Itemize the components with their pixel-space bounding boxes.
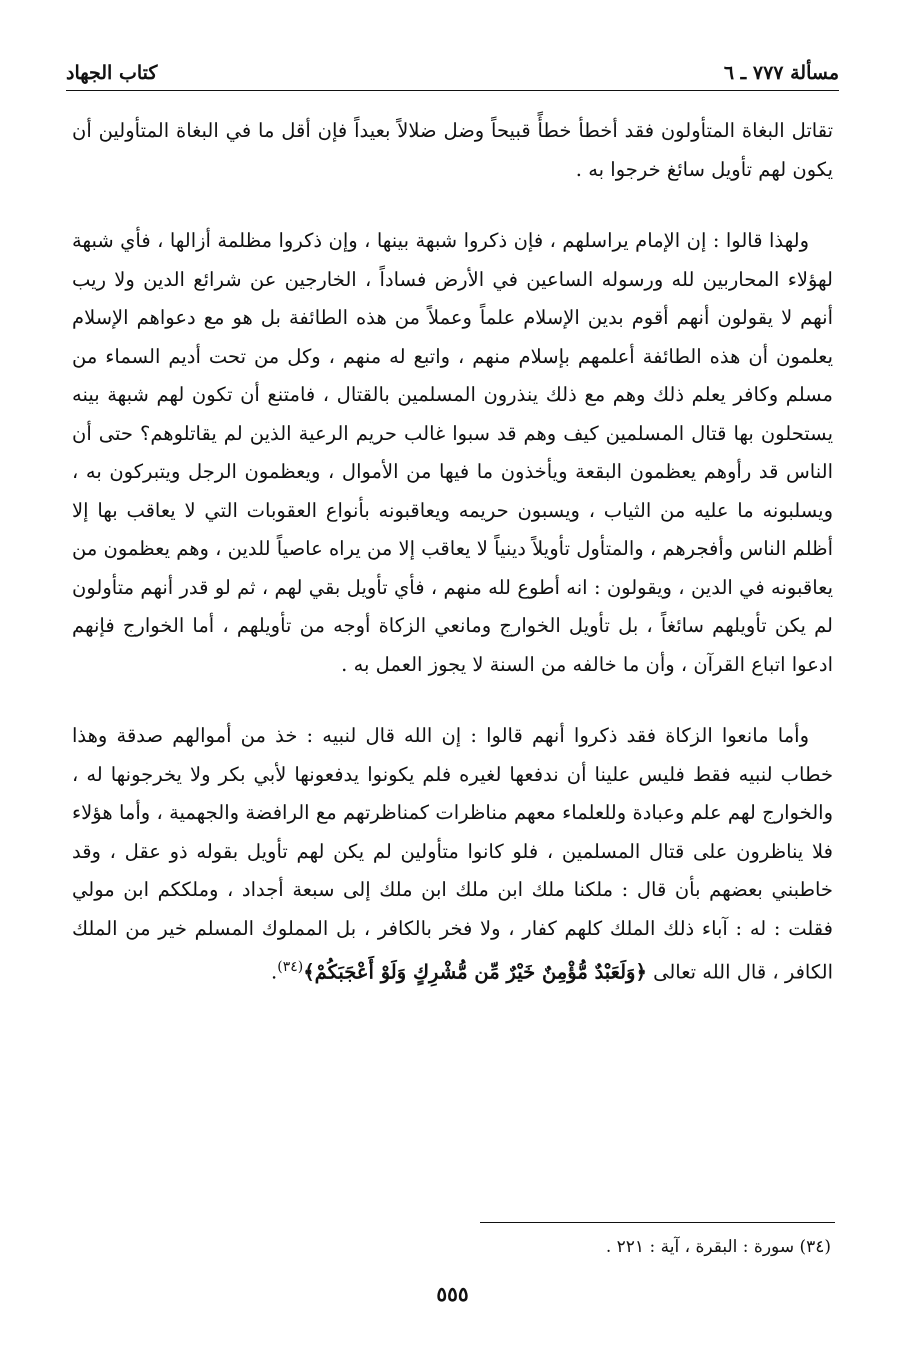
- main-text: [72, 112, 833, 1025]
- footnote-reference[interactable]: (٣٤): [277, 959, 304, 975]
- header-book-title: كتاب الجهاد: [66, 62, 158, 84]
- paragraph-1: تقاتل البغاة المتأولون فقد أخطأ خطأً قبيحاً وضل ضلالاً بعيداً فإن أقل ما في البغاة المتأولين أن يكون لهم تأويل سائغ خرجوا به .: [72, 119, 833, 181]
- running-header: [66, 48, 839, 84]
- paragraph-3-text: وأما مانعوا الزكاة فقد ذكروا أنهم قالوا : إن الله قال لنبيه : خذ من أموالهم صدقة وهذا خطاب لنبيه فقط فليس علينا أن ندفعها لغيره فلم يكونوا يدفعونها لأبي بكر ولا يخرجونها له ، والخوارج لهم علم وعبادة وللعلماء معهم مناظرات كمناظرتهم مع الرافضة والجهمية ، وأما هؤلاء فلا يناظرون على قتال المسلمين ، فلو كانوا متأولين لم يكن لهم تأويل بقوله ذو عقل ، وقد خاطبني بعضهم بأن قال : ملكنا ملك ابن ملك ابن ملك إلى سبعة أجداد ، وملككم ابن مولي فقلت : له : آباء ذلك الملك كلهم كفار ، ولا فخر بالكافر ، بل المملوك المسلم خير من الملك الكافر ، قال الله تعالى: [72, 724, 833, 984]
- page-number: ٥٥٥: [436, 1282, 469, 1306]
- paragraph-3: [72, 717, 833, 992]
- header-issue-number: مسألة ٧٧٧ ـ ٦: [723, 62, 839, 84]
- header-rule: [66, 90, 839, 91]
- footnote-rule: [480, 1222, 835, 1223]
- paragraph-2: ولهذا قالوا : إن الإمام يراسلهم ، فإن ذكروا شبهة بينها ، وإن ذكروا مظلمة أزالها ، فأي شبهة لهؤلاء المحاربين لله ورسوله الساعين في الأرض فساداً ، الخارجين عن شرائع الدين ولا ريب أنهم لا يقولون أنهم أقوم بدين الإسلام علماً وعملاً من هذه الطائفة بل هو مع دعواهم الإسلام يعلمون أن هذه الطائفة أعلمهم بإسلام منهم ، واتبع له منهم ، وكل من تحت أديم السماء من مسلم وكافر يعلم ذلك وهم مع ذلك ينذرون المسلمين بالقتال ، فامتنع أن تكون لهم شبهة بينه يستحلون بها قتال المسلمين كيف وهم قد سبوا غالب حريم الرعية الذين لم يقاتلوهم؟ حتى أن الناس قد رأوهم يعظمون البقعة ويأخذون ما فيها من الأموال ، ويعظمون الرجل ويتبركون به ، ويسلبونه ما عليه من الثياب ، ويسبون حريمه ويعاقبونه بأنواع العقوبات التي لا يعاقب بها إلا أظلم الناس وأفجرهم ، والمتأول تأويلاً دينياً لا يعاقب إلا من يراه عاصياً للدين ، وهم يعظمون من يعاقبونه في الدين ، ويقولون : انه أطوع لله منهم ، فأي تأويل بقي لهم ، ثم لو قدر أنهم متأولون لم يكن تأويلهم سائغاً ، بل تأويل الخوارج ومانعي الزكاة أوجه من تأويلهم ، أما الخوارج فإنهم ادعوا اتباع القرآن ، وأن ما خالفه من السنة لا يجوز العمل به .: [72, 229, 833, 676]
- footnote: (٣٤) سورة : البقرة ، آية : ٢٢١ .: [605, 1237, 831, 1257]
- quran-verse: ﴿وَلَعَبْدٌ مُّؤْمِنٌ خَيْرٌ مِّن مُّشْرِكٍ وَلَوْ أَعْجَبَكُمْ﴾: [303, 960, 647, 984]
- paragraph-3-end: .: [271, 960, 278, 984]
